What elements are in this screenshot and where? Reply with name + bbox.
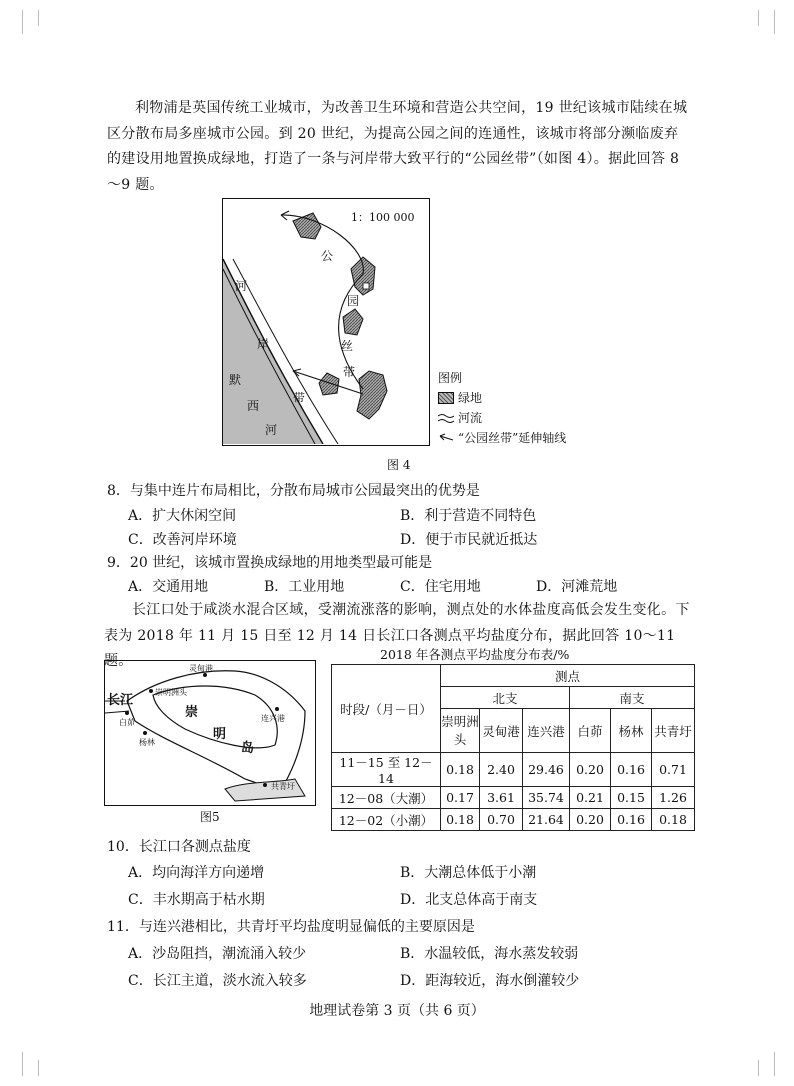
cell: 3.61 xyxy=(480,787,523,809)
q9-option-c: C．住宅用地 xyxy=(400,579,481,595)
chongming-label-1: 崇 xyxy=(185,705,199,720)
baimao-label: 白茆 xyxy=(119,718,135,727)
q8-option-b: B．利于营造不同特色 xyxy=(400,508,537,524)
q8-option-a: A．扩大休闲空间 xyxy=(128,508,237,524)
cell: 29.46 xyxy=(523,753,570,787)
station-header: 杨林 xyxy=(611,709,652,753)
cell: 0.20 xyxy=(570,753,611,787)
salinity-table xyxy=(331,664,695,831)
gongqingwei-label: 共青圩 xyxy=(271,782,295,791)
ribbon-label-3: 丝 xyxy=(341,339,354,353)
cell: 2.40 xyxy=(480,753,523,787)
passage-liverpool: 利物浦是英国传统工业城市，为改善卫生环境和营造公共空间，19 世纪该城市陆续在城区分散布局多座城市公园。到 20 世纪，为提高公园之间的连通性，该城市将部分濒临废弃的建设用地置换成绿地，打造了一条与河岸带大致平行的“公园丝带”（如图 4）。据此回答 8～9 题。 xyxy=(107,100,688,193)
page-footer: 地理试卷第 3 页（共 6 页） xyxy=(309,1003,485,1019)
chongming-label-2: 明 xyxy=(213,727,227,742)
figure5-caption: 图5 xyxy=(200,810,220,824)
river-wave-icon xyxy=(438,413,454,423)
q11-option-c: C．长江主道，淡水流入较多 xyxy=(128,973,307,989)
crop-mark-bl2 xyxy=(38,1060,39,1076)
bank-label-2: 岸 xyxy=(257,337,270,351)
figure4-legend xyxy=(438,368,566,448)
station-header: 灵甸港 xyxy=(480,709,523,753)
ribbon-label-2: 园 xyxy=(347,294,360,308)
cell: 0.18 xyxy=(441,753,480,787)
q10-stem: 10．长江口各测点盐度 xyxy=(107,839,251,855)
q11-option-a: A．沙岛阻挡，潮流涌入较少 xyxy=(128,946,307,962)
figure5-map xyxy=(104,660,316,806)
q11-stem: 11．与连兴港相比，共青圩平均盐度明显偏低的主要原因是 xyxy=(107,919,475,935)
bank-label-1: 河 xyxy=(235,279,248,293)
passage-yangtze: 长江口处于咸淡水混合区域，受潮流涨落的影响，测点处的水体盐度高低会发生变化。下表为 2018 年 11 月 15 日至 12 月 14 日长江口各测点平均盐度分布，据此回答 10～11 题。 xyxy=(104,602,690,669)
chongmingzhoutou-label: 崇明洲头 xyxy=(155,688,187,697)
crop-mark-br xyxy=(758,1060,759,1076)
cell: 1.26 xyxy=(652,787,695,809)
crop-mark-br2 xyxy=(774,1052,775,1076)
figure4-caption: 图 4 xyxy=(387,458,411,472)
table-row xyxy=(332,753,695,787)
q9-stem: 9．20 世纪，该城市置换成绿地的用地类型最可能是 xyxy=(107,555,433,571)
axis-arrow-icon xyxy=(438,433,454,443)
legend-axis-label: “公园丝带”延伸轴线 xyxy=(458,431,567,445)
legend-river-label: 河流 xyxy=(458,411,483,425)
row-period: 11－15 至 12－14 xyxy=(332,753,441,787)
station-header: 共青圩 xyxy=(652,709,695,753)
q9-option-a: A．交通用地 xyxy=(128,579,209,595)
crop-mark-tl2 xyxy=(38,10,39,26)
row-header: 时段/（月－日） xyxy=(332,665,441,753)
col-group-header: 测点 xyxy=(441,665,695,687)
q9-option-d: D．河滩荒地 xyxy=(536,579,618,595)
q10-option-d: D．北支总体高于南支 xyxy=(400,892,538,908)
green-swatch-icon xyxy=(438,392,454,404)
q10-option-a: A．均向海洋方向递增 xyxy=(128,865,265,881)
legend-green-label: 绿地 xyxy=(458,391,483,405)
cell: 0.18 xyxy=(652,809,695,831)
q8-stem: 8．与集中连片布局相比，分散布局城市公园最突出的优势是 xyxy=(107,483,480,499)
table-row xyxy=(332,809,695,831)
ribbon-label-1: 公 xyxy=(321,249,334,263)
cell: 0.16 xyxy=(611,809,652,831)
q11-option-d: D．距海较近，海水倒灌较少 xyxy=(400,973,580,989)
river-label-1: 默 xyxy=(229,373,242,387)
row-period: 12－02（小潮） xyxy=(332,809,441,831)
cell: 0.15 xyxy=(611,787,652,809)
north-branch-header: 北支 xyxy=(441,687,570,709)
bank-label-3: 带 xyxy=(293,391,306,405)
crop-mark-bl xyxy=(22,1052,23,1076)
south-branch-header: 南支 xyxy=(570,687,695,709)
q9-option-b: B．工业用地 xyxy=(264,579,345,595)
q10-option-c: C．丰水期高于枯水期 xyxy=(128,892,265,908)
station-header: 崇明洲头 xyxy=(441,709,480,753)
cell: 0.17 xyxy=(441,787,480,809)
table-row xyxy=(332,787,695,809)
q11-option-b: B．水温较低，海水蒸发较弱 xyxy=(400,946,579,962)
ribbon-label-4: 带 xyxy=(343,365,356,379)
river-label-3: 河 xyxy=(265,423,278,437)
yangtze-label: 长江 xyxy=(107,693,134,708)
crop-mark-tr xyxy=(758,10,759,26)
map-scale: 1：100 000 xyxy=(351,211,415,224)
lingdiangang-label: 灵甸港 xyxy=(189,664,213,673)
legend-green xyxy=(438,388,566,408)
row-period: 12－08（大潮） xyxy=(332,787,441,809)
cell: 21.64 xyxy=(523,809,570,831)
cell: 0.71 xyxy=(652,753,695,787)
cell: 35.74 xyxy=(523,787,570,809)
yanglin-label: 杨林 xyxy=(139,738,155,747)
cell: 0.16 xyxy=(611,753,652,787)
cell: 0.18 xyxy=(441,809,480,831)
table-title: 2018 年各测点平均盐度分布表/% xyxy=(380,647,570,662)
crop-mark-tr2 xyxy=(774,10,775,34)
lianxinggang-label: 连兴港 xyxy=(261,714,285,723)
station-header: 白茆 xyxy=(570,709,611,753)
chongming-label-3: 岛 xyxy=(241,741,255,756)
cell: 0.21 xyxy=(570,787,611,809)
station-header: 连兴港 xyxy=(523,709,570,753)
crop-mark-tl xyxy=(22,10,23,34)
legend-axis xyxy=(438,428,566,448)
q8-option-d: D．便于市民就近抵达 xyxy=(400,532,538,548)
cell: 0.20 xyxy=(570,809,611,831)
river-label-2: 西 xyxy=(247,399,260,413)
cell: 0.70 xyxy=(480,809,523,831)
figure4-map xyxy=(222,198,430,446)
q10-option-b: B．大潮总体低于小潮 xyxy=(400,865,537,881)
legend-title: 图例 xyxy=(438,371,463,385)
legend-river xyxy=(438,408,566,428)
q8-option-c: C．改善河岸环境 xyxy=(128,532,237,548)
